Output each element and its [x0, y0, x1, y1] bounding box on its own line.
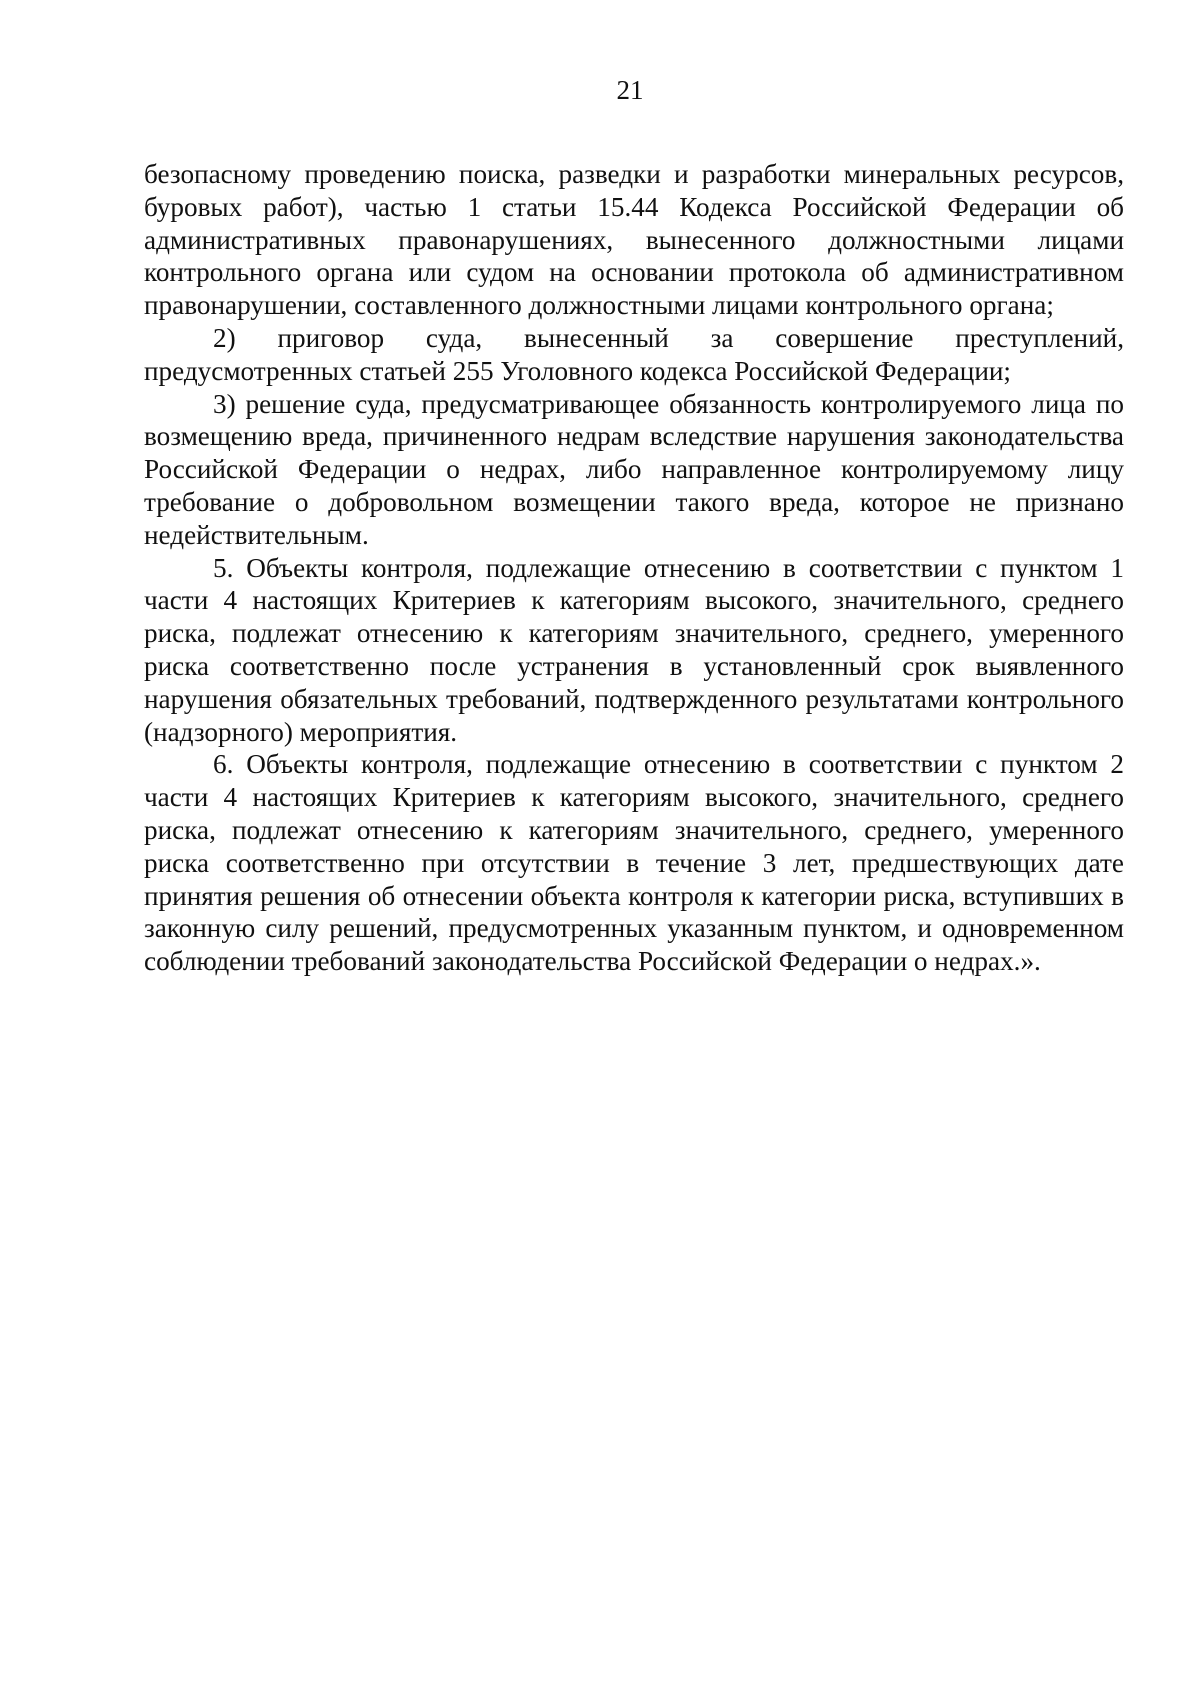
paragraph-item-3: 3) решение суда, предусматривающее обязанность контролируемого лица по возмещению вреда, причиненного недрам вследствие нарушения законодательства Российской Федерации о недрах, либо направленное контролируемому лицу требование о добровольном возмещении такого вреда, которое не признано недействительным.: [144, 388, 1124, 550]
paragraph-point-5: 5. Объекты контроля, подлежащие отнесению в соответствии с пунктом 1 части 4 настоящих Критериев к категориям высокого, значительного, среднего риска, подлежат отнесению к категориям значительного, среднего, умеренного риска соответственно после устранения в установленный срок выявленного нарушения обязательных требований, подтвержденного результатами контрольного (надзорного) мероприятия.: [144, 552, 1124, 747]
paragraph-continuation: безопасному проведению поиска, разведки и разработки минеральных ресурсов, буровых работ), частью 1 статьи 15.44 Кодекса Российской Федерации об административных правонарушениях, вынесенного должностными лицами контрольного органа или судом на основании протокола об административном правонарушении, составленного должностными лицами контрольного органа;: [144, 159, 1124, 321]
document-body: [144, 158, 1124, 978]
paragraph-point-6: 6. Объекты контроля, подлежащие отнесению в соответствии с пунктом 2 части 4 настоящих Критериев к категориям высокого, значительного, среднего риска, подлежат отнесению к категориям значительного, среднего, умеренного риска соответственно при отсутствии в течение 3 лет, предшествующих дате принятия решения об отнесении объекта контроля к категории риска, вступивших в законную силу решений, предусмотренных указанным пунктом, и одновременном соблюдении требований законодательства Российской Федерации о недрах.».: [144, 749, 1124, 977]
paragraph-item-2: 2) приговор суда, вынесенный за совершение преступлений, предусмотренных статьей 255 Уголовного кодекса Российской Федерации;: [144, 322, 1124, 386]
page-number: 21: [616, 75, 644, 105]
